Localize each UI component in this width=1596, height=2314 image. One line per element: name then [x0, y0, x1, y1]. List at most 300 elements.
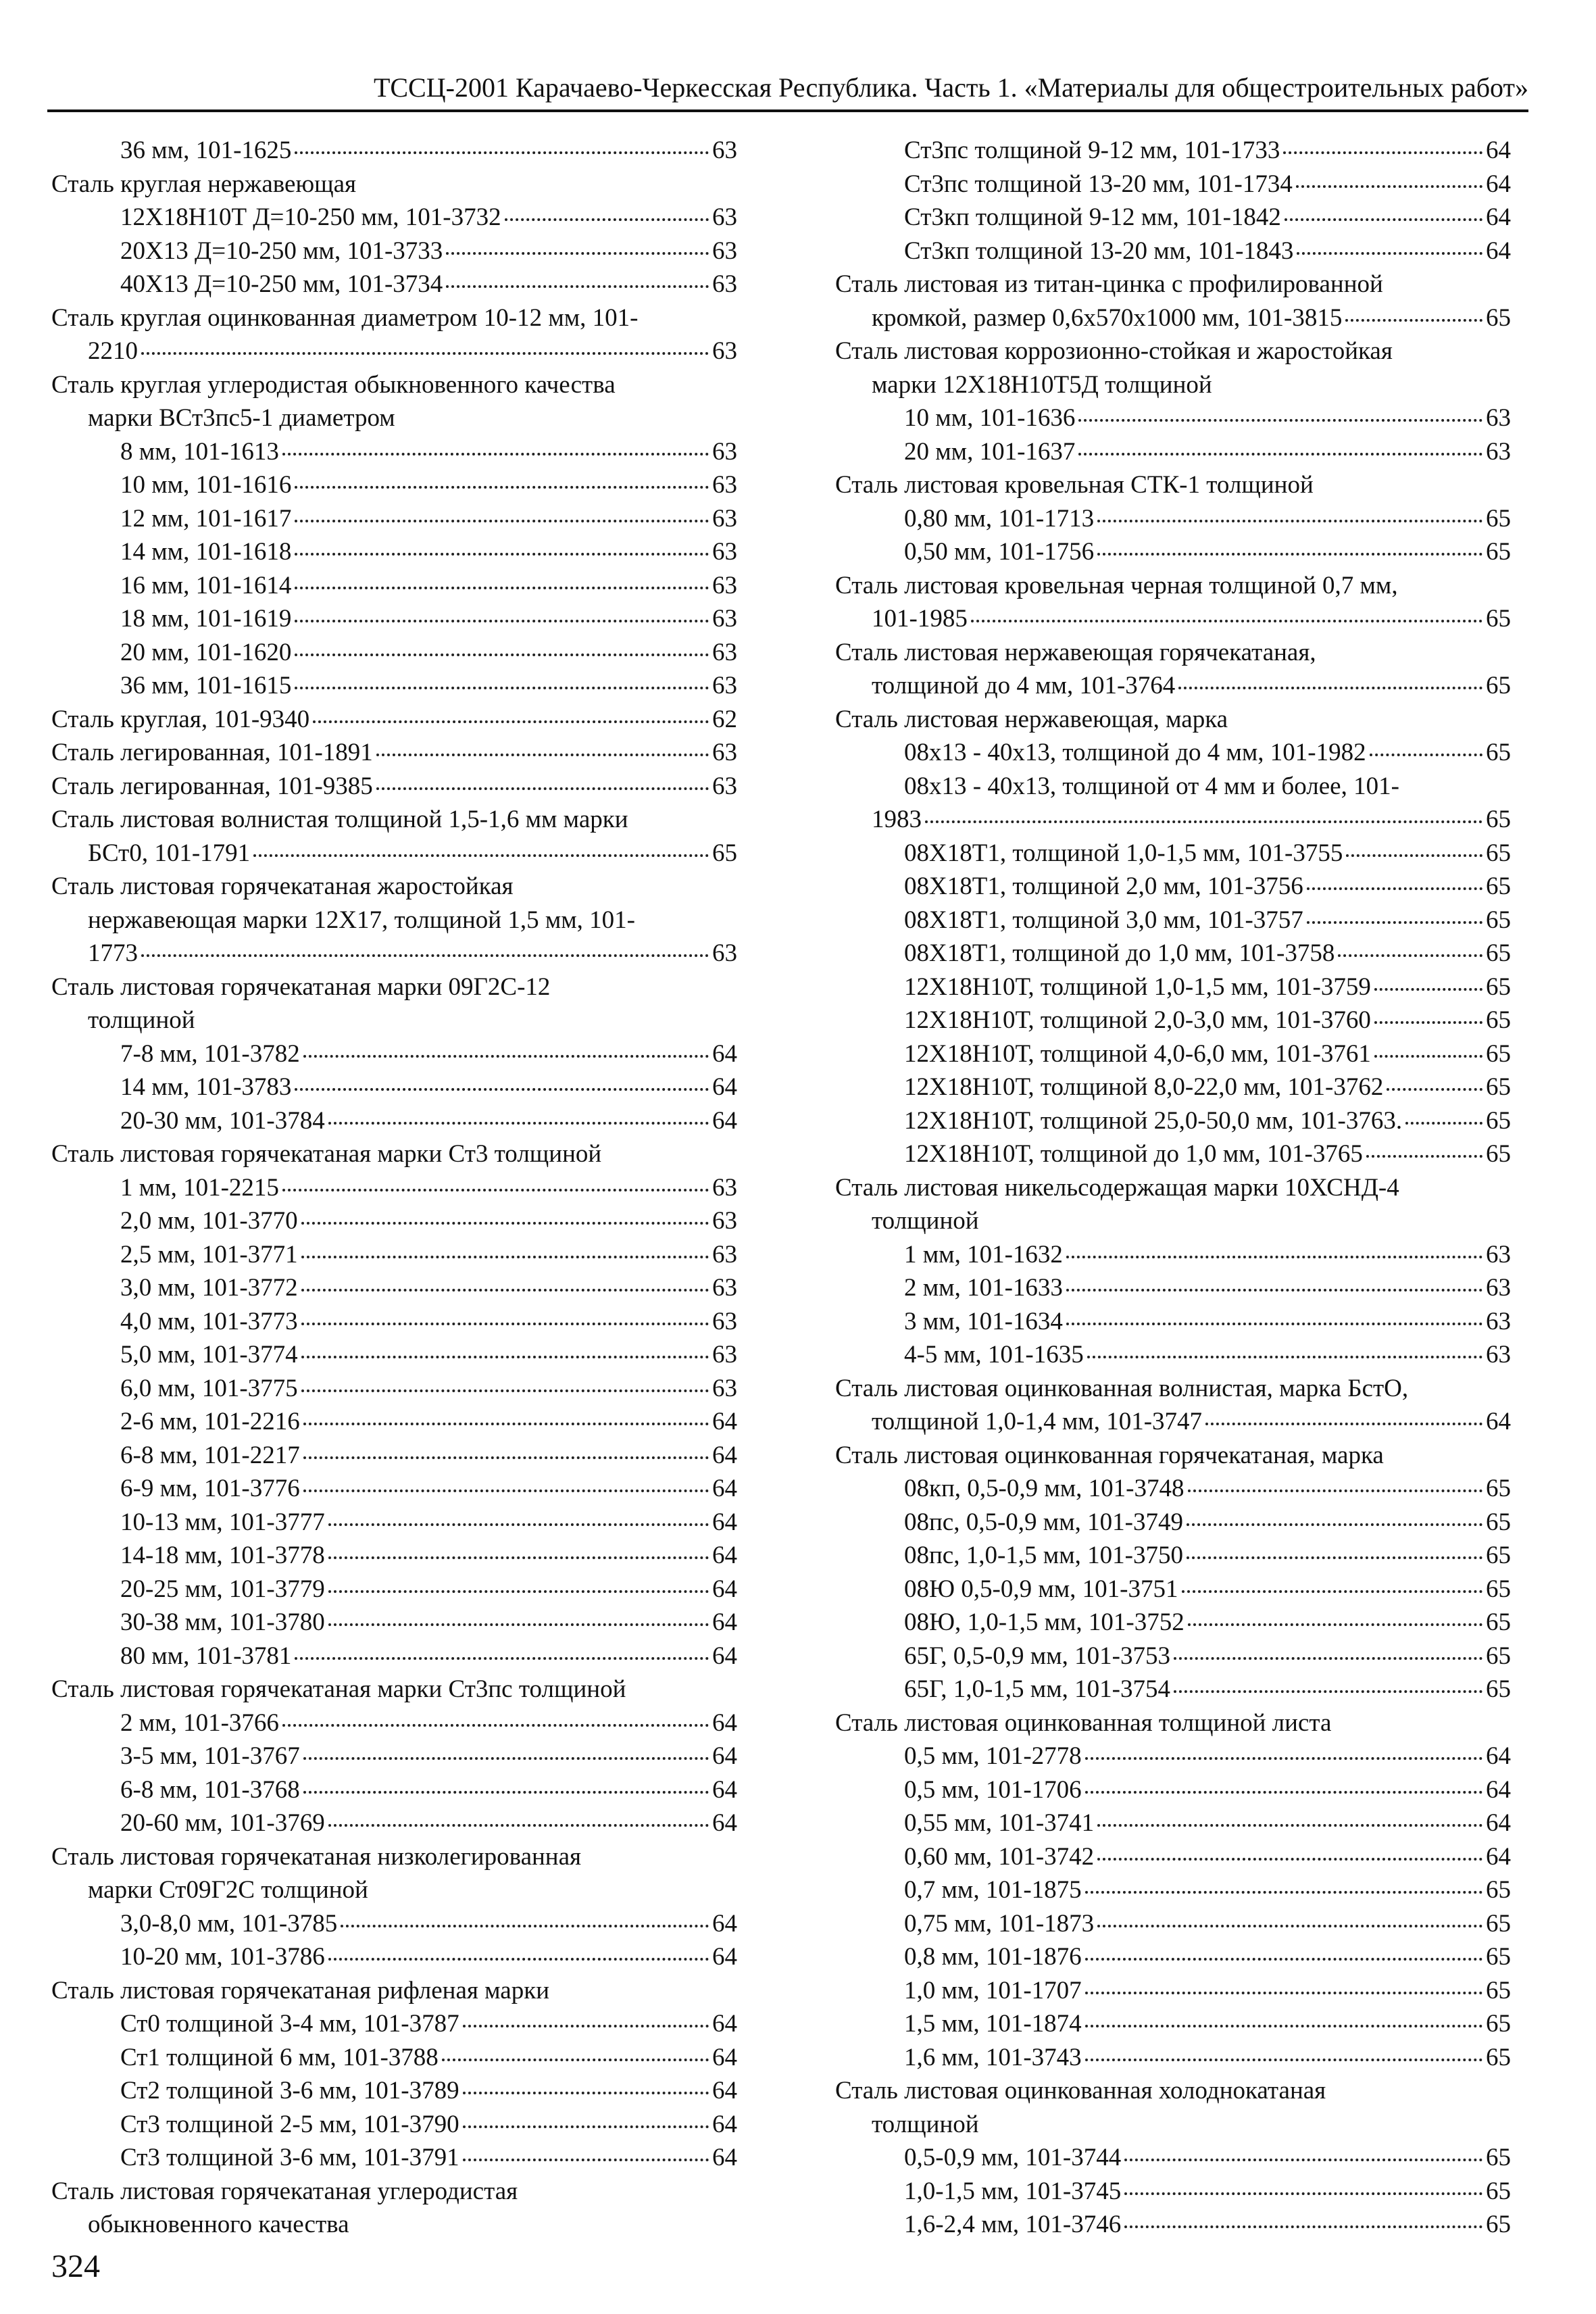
index-entry	[835, 1305, 1511, 1339]
entry-label: 1983	[872, 806, 922, 833]
entry-label: 0,5 мм, 101-1706	[904, 1775, 1082, 1804]
dot-leader	[1078, 453, 1482, 456]
entry-label: 14 мм, 101-1618	[120, 538, 292, 566]
index-entry	[835, 1506, 1511, 1540]
index-entry	[835, 1004, 1511, 1037]
entry-label: 08Ю, 1,0-1,5 мм, 101-3752	[904, 1608, 1184, 1636]
entry-label: 36 мм, 101-1625	[120, 137, 292, 164]
entry-page-number: 64	[712, 1475, 737, 1502]
index-heading: Сталь листовая нержавеющая горячекатаная,	[835, 638, 1316, 666]
index-heading: Сталь листовая оцинкованная толщиной листа	[835, 1708, 1332, 1737]
index-entry	[835, 2141, 1511, 2175]
entry-page-number: 65	[1486, 1943, 1511, 1971]
entry-page-number: 65	[1486, 806, 1511, 833]
entry-label: 12Х18Н10Т Д=10-250 мм, 101-3732	[120, 203, 501, 231]
entry-label: Ст3кп толщиной 13-20 мм, 101-1843	[904, 237, 1294, 265]
index-heading: марки Ст09Г2С толщиной	[88, 1876, 368, 1904]
entry-page-number: 64	[1486, 237, 1511, 265]
index-entry	[835, 970, 1511, 1004]
entry-page-number: 64	[712, 2043, 737, 2071]
dot-leader	[1387, 1088, 1482, 1091]
dot-leader	[463, 2025, 709, 2027]
entry-page-number: 65	[1486, 973, 1511, 1001]
entry-label: Ст3кп толщиной 9-12 мм, 101-1842	[904, 203, 1281, 231]
index-entry	[51, 1806, 737, 1840]
dot-leader	[328, 1122, 709, 1125]
entry-page-number: 63	[712, 1307, 737, 1335]
entry-page-number: 65	[1486, 303, 1511, 332]
entry-label: 12 мм, 101-1617	[120, 504, 292, 533]
dot-leader	[282, 453, 709, 456]
entry-label: 0,75 мм, 101-1873	[904, 1909, 1095, 1938]
entry-label: 2 мм, 101-3766	[120, 1708, 279, 1737]
index-entry	[51, 1740, 737, 1773]
entry-label: 2-6 мм, 101-2216	[120, 1408, 300, 1435]
dot-leader	[295, 520, 709, 522]
entry-label: 65Г, 1,0-1,5 мм, 101-3754	[904, 1675, 1170, 1703]
entry-page-number: 63	[712, 1374, 737, 1402]
index-entry	[835, 1840, 1511, 1874]
index-entry	[51, 1539, 737, 1573]
dot-leader	[1405, 1122, 1482, 1125]
dot-leader	[1097, 1925, 1482, 1927]
entry-page-number: 64	[712, 1408, 737, 1435]
entry-page-number: 64	[712, 1742, 737, 1770]
dot-leader	[1097, 520, 1482, 522]
index-entry	[835, 301, 1511, 335]
entry-page-number: 63	[712, 137, 737, 164]
index-entry	[51, 837, 737, 870]
entry-page-number: 65	[1486, 2177, 1511, 2205]
dot-leader	[1124, 2192, 1482, 2195]
entry-page-number: 65	[1486, 839, 1511, 867]
entry-page-number: 64	[1486, 1842, 1511, 1871]
entry-page-number: 65	[1486, 1106, 1511, 1135]
index-entry	[835, 1640, 1511, 1673]
entry-label: 10 мм, 101-1636	[904, 404, 1076, 432]
dot-leader	[328, 1623, 709, 1626]
index-entry	[835, 1573, 1511, 1606]
entry-page-number: 64	[712, 1608, 737, 1636]
entry-page-number: 65	[1486, 1608, 1511, 1636]
index-entry	[835, 2041, 1511, 2075]
dot-leader	[925, 820, 1482, 823]
dot-leader	[1087, 1356, 1482, 1358]
entry-label: 12Х18Н10Т, толщиной 1,0-1,5 мм, 101-3759	[904, 973, 1371, 1001]
entry-page-number: 63	[1486, 437, 1511, 466]
dot-leader	[1124, 2225, 1482, 2228]
entry-page-number: 65	[1486, 1508, 1511, 1536]
dot-leader	[1285, 218, 1482, 221]
index-entry	[51, 636, 737, 670]
dot-leader	[328, 1824, 709, 1827]
index-entry	[51, 1305, 737, 1339]
entry-page-number: 65	[1486, 2211, 1511, 2238]
index-entry	[835, 401, 1511, 435]
dot-leader	[1297, 252, 1482, 255]
entry-page-number: 63	[712, 772, 737, 800]
index-entry	[51, 1204, 737, 1238]
entry-page-number: 64	[712, 2144, 737, 2171]
dot-leader	[1187, 1556, 1482, 1559]
index-entry	[51, 268, 737, 301]
entry-label: 0,80 мм, 101-1713	[904, 504, 1095, 533]
entry-label: 6-8 мм, 101-3768	[120, 1775, 300, 1804]
entry-label: 12Х18Н10Т, толщиной 4,0-6,0 мм, 101-3761	[904, 1039, 1371, 1068]
index-entry	[835, 1271, 1511, 1305]
index-heading: Сталь круглая оцинкованная диаметром 10-12 мм, 101-	[51, 303, 639, 332]
entry-label: 65Г, 0,5-0,9 мм, 101-3753	[904, 1642, 1170, 1670]
dot-leader	[301, 1256, 709, 1258]
index-entry	[51, 1573, 737, 1606]
index-entry	[51, 1405, 737, 1439]
index-entry	[51, 1271, 737, 1305]
index-heading: Сталь листовая кровельная черная толщиной 0,7 мм,	[835, 571, 1398, 599]
index-entry	[835, 1037, 1511, 1071]
dot-leader	[295, 1657, 709, 1660]
index-heading: Сталь листовая никельсодержащая марки 10ХСНД-4	[835, 1173, 1399, 1202]
dot-leader	[1124, 2159, 1482, 2161]
entry-page-number: 64	[712, 1809, 737, 1837]
entry-label: 20-30 мм, 101-3784	[120, 1106, 325, 1135]
entry-label: 1773	[88, 939, 138, 967]
index-entry	[835, 235, 1511, 268]
entry-page-number: 63	[1486, 1240, 1511, 1269]
dot-leader	[1085, 1958, 1482, 1961]
entry-page-number: 63	[1486, 1307, 1511, 1335]
entry-label: БСт0, 101-1791	[88, 839, 251, 867]
entry-page-number: 62	[712, 705, 737, 733]
entry-page-number: 64	[1486, 203, 1511, 231]
dot-leader	[141, 352, 709, 355]
entry-page-number: 63	[1486, 1341, 1511, 1369]
dot-leader	[341, 1925, 709, 1927]
entry-label: 12Х18Н10Т, толщиной 2,0-3,0 мм, 101-3760	[904, 1006, 1371, 1034]
index-heading: Сталь листовая оцинкованная холоднокатаная	[835, 2077, 1326, 2104]
dot-leader	[303, 1055, 709, 1058]
page-header	[47, 68, 1528, 112]
entry-page-number: 65	[1486, 1642, 1511, 1670]
entry-label: 36 мм, 101-1615	[120, 672, 292, 699]
index-heading: Сталь круглая нержавеющая	[51, 170, 357, 198]
index-entry	[51, 1706, 737, 1740]
index-entry	[51, 770, 737, 804]
entry-page-number: 64	[712, 1708, 737, 1737]
dot-leader	[328, 1958, 709, 1961]
entry-page-number: 65	[1486, 672, 1511, 699]
index-entry	[835, 1472, 1511, 1506]
index-entry	[835, 1773, 1511, 1807]
entry-label: 2210	[88, 337, 138, 365]
dot-leader	[1346, 854, 1482, 857]
index-entry	[835, 134, 1511, 168]
entry-page-number: 63	[712, 638, 737, 666]
index-entry	[51, 1907, 737, 1941]
entry-label: 1 мм, 101-2215	[120, 1173, 279, 1202]
dot-leader	[1085, 1791, 1482, 1794]
entry-page-number: 65	[1486, 1140, 1511, 1168]
dot-leader	[1205, 1423, 1482, 1425]
entry-page-number: 65	[1486, 1073, 1511, 1101]
entry-label: 6,0 мм, 101-3775	[120, 1374, 298, 1402]
dot-leader	[328, 1523, 709, 1526]
dot-leader	[971, 620, 1482, 622]
entry-page-number: 63	[712, 1207, 737, 1235]
entry-page-number: 65	[1486, 538, 1511, 566]
entry-label: 14-18 мм, 101-3778	[120, 1542, 325, 1569]
index-entry	[51, 669, 737, 703]
entry-label: 20Х13 Д=10-250 мм, 101-3733	[120, 237, 443, 265]
entry-label: 12Х18Н10Т, толщиной 25,0-50,0 мм, 101-3763.	[904, 1106, 1403, 1135]
entry-label: 3-5 мм, 101-3767	[120, 1742, 300, 1770]
entry-label: 1,0 мм, 101-1707	[904, 1976, 1082, 2004]
index-heading: Сталь листовая горячекатаная жаростойкая	[51, 872, 514, 900]
entry-label: 08Х18Т1, толщиной 1,0-1,5 мм, 101-3755	[904, 839, 1343, 867]
entry-label: 0,60 мм, 101-3742	[904, 1842, 1095, 1871]
entry-label: 5,0 мм, 101-3774	[120, 1341, 298, 1369]
entry-label: 3 мм, 101-1634	[904, 1307, 1063, 1335]
dot-leader	[303, 1423, 709, 1425]
index-entry	[51, 1037, 737, 1071]
entry-page-number: 65	[1486, 504, 1511, 533]
index-entry	[51, 2074, 737, 2108]
dot-leader	[1374, 1055, 1482, 1058]
dot-leader	[1085, 1891, 1482, 1894]
entry-page-number: 64	[1486, 1742, 1511, 1770]
index-heading: толщиной	[88, 1006, 195, 1034]
dot-leader	[301, 1289, 709, 1291]
entry-label: 12Х18Н10Т, толщиной 8,0-22,0 мм, 101-3762	[904, 1073, 1384, 1101]
index-entry	[51, 2108, 737, 2142]
entry-page-number: 65	[1486, 605, 1511, 633]
entry-page-number: 65	[1486, 1006, 1511, 1034]
dot-leader	[1085, 1992, 1482, 1994]
header-title: ТССЦ-2001 Карачаево-Черкесская Республика. Часть 1. «Материалы для общестроительных работ»	[373, 72, 1528, 103]
index-entry	[51, 535, 737, 569]
dot-leader	[1178, 687, 1482, 689]
entry-label: 1,5 мм, 101-1874	[904, 2010, 1082, 2038]
entry-page-number: 63	[712, 471, 737, 499]
index-entry	[51, 602, 737, 636]
index-entry	[835, 168, 1511, 201]
dot-leader	[1097, 1858, 1482, 1861]
index-entry	[835, 1539, 1511, 1573]
index-entry	[51, 569, 737, 603]
dot-leader	[442, 2059, 709, 2061]
dot-leader	[295, 553, 709, 556]
entry-label: 4,0 мм, 101-3773	[120, 1307, 298, 1335]
entry-page-number: 64	[712, 2110, 737, 2138]
index-entry	[51, 1940, 737, 1974]
entry-page-number: 65	[1486, 1575, 1511, 1603]
dot-leader	[1085, 2025, 1482, 2027]
dot-leader	[295, 151, 709, 154]
entry-page-number: 64	[1486, 1775, 1511, 1804]
entry-page-number: 63	[1486, 404, 1511, 432]
index-heading: Сталь листовая кровельная СТК-1 толщиной	[835, 471, 1314, 499]
entry-page-number: 64	[712, 2077, 737, 2104]
entry-label: Сталь легированная, 101-9385	[51, 772, 373, 800]
index-entry	[51, 468, 737, 502]
entry-page-number: 64	[712, 1039, 737, 1068]
entry-page-number: 64	[1486, 137, 1511, 164]
dot-leader	[1370, 754, 1482, 756]
entry-label: 14 мм, 101-3783	[120, 1073, 292, 1101]
index-entry	[51, 1104, 737, 1138]
index-heading: толщиной	[872, 1207, 979, 1235]
index-entry	[51, 2007, 737, 2041]
entry-page-number: 64	[1486, 1809, 1511, 1837]
index-entry	[835, 2175, 1511, 2209]
index-entry	[835, 201, 1511, 235]
entry-label: 3,0-8,0 мм, 101-3785	[120, 1909, 338, 1938]
dot-leader	[295, 620, 709, 622]
dot-leader	[1296, 185, 1482, 188]
entry-label: кромкой, размер 0,6х570х1000 мм, 101-3815	[872, 303, 1343, 332]
dot-leader	[282, 1189, 709, 1191]
entry-label: 80 мм, 101-3781	[120, 1642, 292, 1670]
dot-leader	[141, 954, 709, 957]
entry-page-number: 63	[712, 1240, 737, 1269]
dot-leader	[376, 787, 709, 790]
entry-label: Ст2 толщиной 3-6 мм, 101-3789	[120, 2077, 459, 2104]
entry-label: 08пс, 0,5-0,9 мм, 101-3749	[904, 1508, 1183, 1536]
index-heading: Сталь листовая горячекатаная марки Ст3пс толщиной	[51, 1675, 626, 1703]
entry-page-number: 63	[712, 571, 737, 599]
entry-page-number: 64	[1486, 1408, 1511, 1435]
dot-leader	[303, 1757, 709, 1760]
index-entry	[51, 2141, 737, 2175]
entry-label: 1,6 мм, 101-3743	[904, 2043, 1082, 2071]
index-entry	[835, 1104, 1511, 1138]
index-entry	[835, 1974, 1511, 2008]
entry-label: 1,6-2,4 мм, 101-3746	[904, 2211, 1122, 2238]
index-entry	[835, 669, 1511, 703]
entry-label: Ст3 толщиной 2-5 мм, 101-3790	[120, 2110, 459, 2138]
index-entry	[51, 1472, 737, 1506]
dot-leader	[1374, 1021, 1482, 1024]
entry-page-number: 63	[712, 605, 737, 633]
dot-leader	[446, 285, 709, 288]
index-entry	[51, 703, 737, 737]
entry-page-number: 63	[712, 437, 737, 466]
dot-leader	[295, 486, 709, 489]
index-entry	[51, 1606, 737, 1640]
index-entry	[51, 1070, 737, 1104]
entry-label: 08кп, 0,5-0,9 мм, 101-3748	[904, 1475, 1184, 1502]
entry-label: 10 мм, 101-1616	[120, 471, 292, 499]
entry-page-number: 63	[712, 337, 737, 365]
entry-label: 0,5-0,9 мм, 101-3744	[904, 2144, 1122, 2171]
dot-leader	[1174, 1690, 1482, 1693]
entry-label: 6-9 мм, 101-3776	[120, 1475, 300, 1502]
entry-label: 08Ю 0,5-0,9 мм, 101-3751	[904, 1575, 1178, 1603]
entry-page-number: 65	[1486, 2144, 1511, 2171]
entry-label: 1,0-1,5 мм, 101-3745	[904, 2177, 1122, 2205]
entry-page-number: 65	[1486, 2010, 1511, 2038]
entry-page-number: 64	[712, 1073, 737, 1101]
entry-label: 2 мм, 101-1633	[904, 1274, 1063, 1302]
entry-page-number: 65	[1486, 906, 1511, 934]
entry-page-number: 65	[1486, 2043, 1511, 2071]
entry-label: 1 мм, 101-1632	[904, 1240, 1063, 1269]
entry-label: 08Х18Т1, толщиной 3,0 мм, 101-3757	[904, 906, 1303, 934]
dot-leader	[1345, 319, 1482, 322]
entry-label: Ст3пс толщиной 13-20 мм, 101-1734	[904, 170, 1293, 198]
dot-leader	[1374, 988, 1482, 991]
entry-page-number: 63	[712, 1173, 737, 1202]
entry-label: 6-8 мм, 101-2217	[120, 1441, 300, 1469]
dot-leader	[1097, 553, 1482, 556]
entry-label: Ст1 толщиной 6 мм, 101-3788	[120, 2043, 439, 2071]
index-entry	[835, 937, 1511, 970]
dot-leader	[1338, 954, 1482, 957]
index-entry	[51, 2041, 737, 2075]
index-entry	[835, 803, 1511, 837]
index-column-left	[51, 134, 737, 2242]
entry-page-number: 65	[1486, 1039, 1511, 1068]
index-heading: Сталь листовая волнистая толщиной 1,5-1,6 мм марки	[51, 806, 628, 833]
index-entry	[835, 1806, 1511, 1840]
dot-leader	[1066, 1256, 1482, 1258]
dot-leader	[295, 654, 709, 656]
index-entry	[51, 937, 737, 970]
index-entry	[835, 2007, 1511, 2041]
dot-leader	[1085, 2059, 1482, 2061]
index-heading: Сталь листовая нержавеющая, марка	[835, 705, 1228, 733]
entry-label: 30-38 мм, 101-3780	[120, 1608, 325, 1636]
entry-label: 18 мм, 101-1619	[120, 605, 292, 633]
entry-label: 0,50 мм, 101-1756	[904, 538, 1095, 566]
dot-leader	[446, 252, 709, 255]
entry-label: 101-1985	[872, 605, 968, 633]
entry-label: 0,55 мм, 101-3741	[904, 1809, 1095, 1837]
entry-label: 4-5 мм, 101-1635	[904, 1341, 1084, 1369]
entry-label: Ст3пс толщиной 9-12 мм, 101-1733	[904, 137, 1280, 164]
index-heading: Сталь листовая горячекатаная углеродистая	[51, 2177, 518, 2205]
entry-page-number: 65	[1486, 1876, 1511, 1904]
index-heading: Сталь круглая углеродистая обыкновенного качества	[51, 370, 616, 399]
entry-page-number: 63	[712, 1274, 737, 1302]
dot-leader	[328, 1590, 709, 1593]
dot-leader	[463, 2125, 709, 2128]
index-entry	[51, 235, 737, 268]
dot-leader	[1188, 1623, 1482, 1626]
index-heading: Сталь листовая оцинкованная волнистая, марка БстО,	[835, 1374, 1409, 1402]
index-entry	[835, 602, 1511, 636]
entry-label: 7-8 мм, 101-3782	[120, 1039, 300, 1068]
entry-label: Сталь легированная, 101-1891	[51, 739, 373, 766]
index-heading: Сталь листовая горячекатаная рифленая марки	[51, 1976, 550, 2004]
index-entry	[835, 1673, 1511, 1706]
dot-leader	[1078, 419, 1482, 422]
dot-leader	[303, 1456, 709, 1459]
dot-leader	[295, 587, 709, 589]
entry-page-number: 64	[712, 1775, 737, 1804]
index-entry	[835, 837, 1511, 870]
index-entry	[51, 335, 737, 368]
index-heading: 08х13 - 40х13, толщиной от 4 мм и более, 101-	[904, 772, 1399, 800]
entry-label: 2,5 мм, 101-3771	[120, 1240, 298, 1269]
index-entry	[51, 134, 737, 168]
index-entry	[835, 1907, 1511, 1941]
entry-label: 3,0 мм, 101-3772	[120, 1274, 298, 1302]
entry-label: 10-13 мм, 101-3777	[120, 1508, 325, 1536]
index-entry	[835, 1070, 1511, 1104]
entry-page-number: 64	[712, 1508, 737, 1536]
entry-label: 20 мм, 101-1637	[904, 437, 1076, 466]
entry-label: 20-25 мм, 101-3779	[120, 1575, 325, 1603]
